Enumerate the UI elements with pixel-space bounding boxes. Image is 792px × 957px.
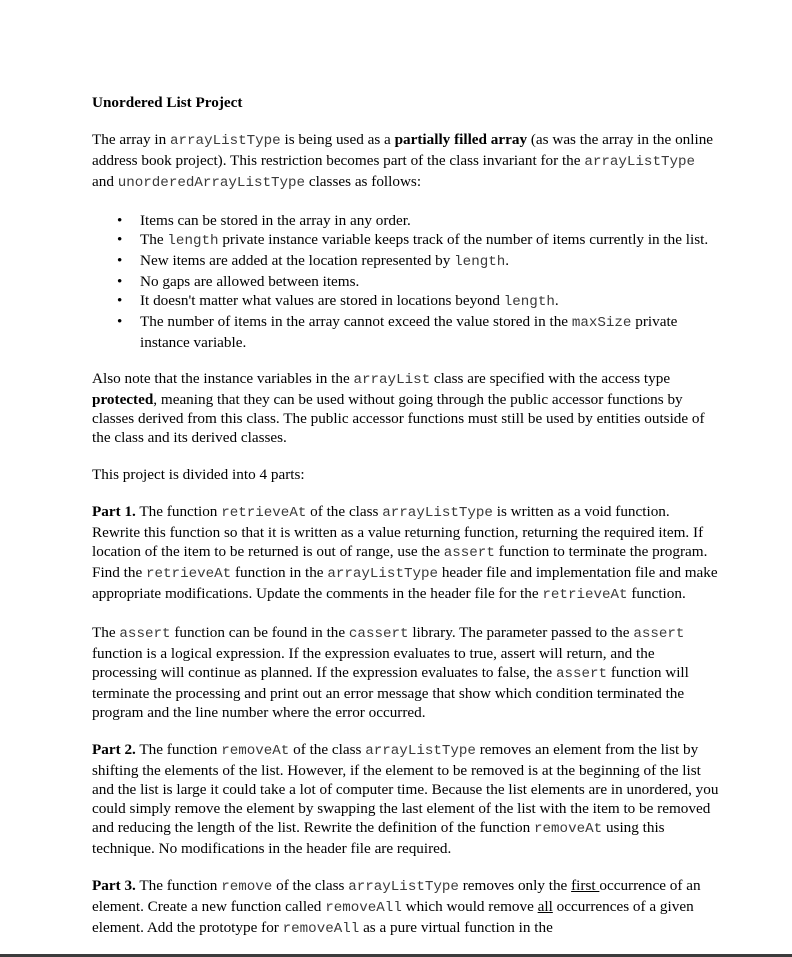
text: of the class <box>306 503 383 520</box>
page-title: Unordered List Project <box>92 94 243 111</box>
note-paragraph <box>92 369 720 447</box>
list-item <box>92 211 720 230</box>
text: removes an element from the list by shifting the elements of the list. However, if the element to be removed is at the beginning of the list and the list is large it could take a lot of computer time. Because the list elements are in unordered, you could simply remove the element by swapping the last element of the list with the item to be removed and reducing the length of the list. Rewrite the definition of the function <box>92 741 719 836</box>
code-term: length <box>167 233 219 249</box>
code-term: assert <box>443 545 495 561</box>
list-item <box>92 272 720 291</box>
parts-intro-paragraph: This project is divided into 4 parts: <box>92 466 305 483</box>
assert-paragraph <box>92 623 720 722</box>
text: function can be found in the <box>170 624 349 641</box>
bullet-icon: • <box>117 313 123 330</box>
text: occurrences of a given element. Add the prototype for <box>92 898 694 936</box>
bullet-icon: • <box>117 292 123 309</box>
text: , meaning that they can be used without going through the public accessor functions by classes derived from this class. The public accessor functions must still be used by entities outside of the class and its derived classes. <box>92 391 705 446</box>
text: occurrence of an element. Create a new function called <box>92 877 701 915</box>
code-term: arrayListType <box>382 505 493 521</box>
text: function will terminate the processing and print out an error message that show which condition terminated the program and the line number where the error occurred. <box>92 664 689 721</box>
text: New items are added at the location represented by <box>140 252 455 269</box>
text: is written as a void function. Rewrite this function so that it is written as a value returning function, returning the required item. If location of the item to be returned is out of range, use the <box>92 503 704 560</box>
code-term: maxSize <box>571 315 632 331</box>
text: The function <box>135 877 222 894</box>
code-term: arrayListType <box>348 879 459 895</box>
text: removes only the <box>458 877 572 894</box>
text: private instance variable. <box>140 313 678 351</box>
code-term: retrieveAt <box>542 587 628 603</box>
code-term: retrieveAt <box>221 505 307 521</box>
text: The <box>140 231 168 248</box>
text: library. The parameter passed to the <box>408 624 634 641</box>
code-term: removeAt <box>534 821 603 837</box>
code-term: arrayListType <box>584 154 696 170</box>
text: The function <box>135 741 222 758</box>
text: No gaps are allowed between items. <box>140 273 360 290</box>
invariant-list <box>92 211 720 352</box>
code-term: remove <box>221 879 273 895</box>
code-term: arrayList <box>353 372 431 388</box>
bullet-icon: • <box>117 212 123 229</box>
text: function is a logical expression. If the expression evaluates to true, assert will return, and the processing will continue as planned. If the expression evaluates to false, the <box>92 645 655 681</box>
text: of the class <box>289 741 366 758</box>
text: as a pure virtual function in the <box>359 919 553 936</box>
code-term: cassert <box>348 626 409 642</box>
text: It doesn't matter what values are stored in locations beyond <box>140 292 504 309</box>
underlined-term: all <box>537 898 553 915</box>
code-term: arrayListType <box>327 566 439 582</box>
document-body <box>92 93 720 939</box>
bold-term: protected <box>92 391 154 408</box>
part-label: Part 3. <box>92 877 136 894</box>
part3-paragraph <box>92 876 720 939</box>
part-label: Part 2. <box>92 741 136 758</box>
code-term: arrayListType <box>365 743 476 759</box>
text: is being used as a <box>280 131 395 148</box>
list-item <box>92 291 720 312</box>
text: Items can be stored in the array in any order. <box>140 212 411 229</box>
code-term: length <box>454 254 506 270</box>
text: function in the <box>231 564 328 581</box>
text: and <box>92 173 118 190</box>
text: class are specified with the access type <box>430 370 671 387</box>
list-item <box>92 230 720 251</box>
intro-paragraph <box>92 130 720 193</box>
text: The array in <box>92 131 171 148</box>
code-term: arrayListType <box>170 133 281 149</box>
text: function. <box>627 585 686 602</box>
text: private instance variable keeps track of the number of items currently in the list. <box>218 231 709 248</box>
code-term: assert <box>633 626 685 642</box>
part1-paragraph <box>92 502 720 605</box>
code-term: assert <box>555 666 608 682</box>
text: classes as follows: <box>305 173 422 190</box>
list-item <box>92 251 720 272</box>
text: The number of items in the array cannot exceed the value stored in the <box>140 313 572 330</box>
code-term: retrieveAt <box>146 566 232 582</box>
text: Also note that the instance variables in the <box>92 370 354 387</box>
text: . <box>505 252 510 269</box>
text: The function <box>135 503 222 520</box>
text: which would remove <box>401 898 538 915</box>
code-term: removeAt <box>221 743 290 759</box>
text: function to terminate the program. Find the <box>92 543 708 581</box>
bullet-icon: • <box>117 273 123 290</box>
code-term: unorderedArrayListType <box>117 175 306 191</box>
code-term: removeAll <box>325 900 402 916</box>
part-label: Part 1. <box>92 503 136 520</box>
code-term: length <box>503 294 555 310</box>
text: The <box>92 624 120 641</box>
text: . <box>554 292 559 309</box>
part2-paragraph <box>92 740 720 858</box>
text: header file and implementation file and make appropriate modifications. Update the comments in the header file for the <box>92 564 718 602</box>
bullet-icon: • <box>117 252 123 269</box>
list-item <box>92 312 720 352</box>
underlined-term: first <box>571 877 600 894</box>
text: (as was the array in the online address book project). This restriction becomes part of the class invariant for the <box>92 131 714 169</box>
bullet-icon: • <box>117 231 123 248</box>
text: using this technique. No modifications in the header file are required. <box>92 819 665 857</box>
code-term: removeAll <box>282 921 360 937</box>
code-term: assert <box>119 626 171 642</box>
bold-term: partially filled array <box>394 131 528 148</box>
text: of the class <box>272 877 349 894</box>
